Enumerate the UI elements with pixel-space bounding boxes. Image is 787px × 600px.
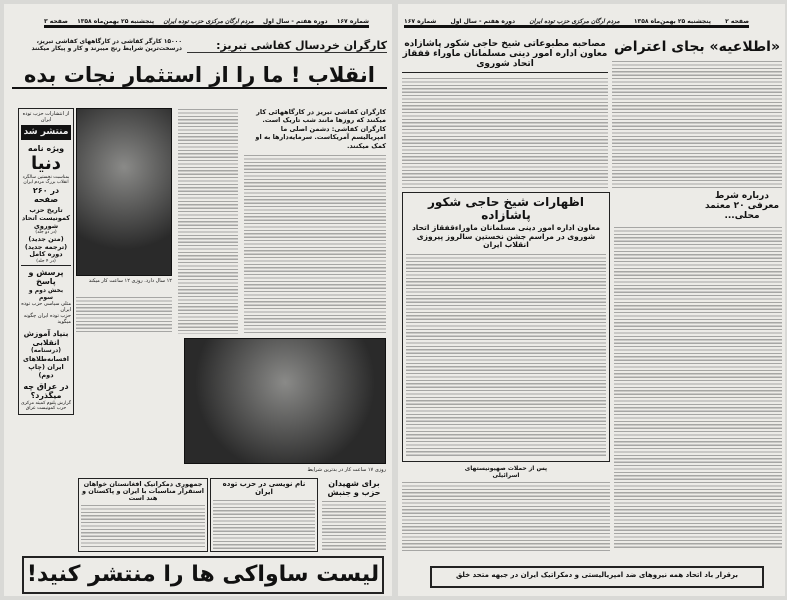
- article-membership: نام نویسی در حزب توده ایران: [210, 478, 318, 552]
- photo-caption: ۱۲ سال دارد. روزی ۱۲ ساعت کار میکند: [88, 278, 172, 284]
- bullet-item: کارگران کفاشی: دشمن اصلی ما امپریالیسم آمریکاست. سرمایه‌دارها به او کمک میکنند.: [255, 124, 386, 150]
- photo-caption: روزی ۱۷ ساعت کار در بدترین شرایط: [307, 467, 386, 473]
- page-number: صفحه ۳: [44, 18, 68, 25]
- article-zionist: پس از حملات صهیونیستهای اسرائیلی: [402, 466, 610, 552]
- body-text: [244, 154, 386, 334]
- masthead: مردم ارگان مرکزی حزب توده ایران: [163, 18, 254, 25]
- issue-number: شماره ۱۶۷: [404, 18, 437, 25]
- date: پنجشنبه ۲۵ بهمن‌ماه ۱۳۵۸: [77, 18, 155, 25]
- bullets-column: [244, 108, 386, 334]
- sidebar-ad: از انتشارات حزب توده ایران منتشر شد ویژه نامه دنیا بمناسبت نخستین سالگرد انقلاب بزرگ مردم ایران در ۲۶۰ صفحه تاریخ حزب کمونیست اتحاد شوروی (در دو جلد) (متن جدید) (ترجمه جدید) دوره کامل (در ۴ جلد) پرسش و پاسخ بخش دوم و سوم مثلی سیاسی حزب توده ایران حزب توده ایران چگونه میگوید بنیاد آموزش انقلابی (درسنامه) افسانه‌طلاهای ایران (چاپ دوم) در عراق چه میگذرد؟ گزارش پلنوم کمیته مرکزی حزب کمونیست عراق: [18, 108, 74, 415]
- period: دوره هفتم - سال اول: [450, 18, 516, 25]
- page-header: [44, 18, 369, 28]
- right-page: [398, 4, 785, 596]
- period: دوره هفتم - سال اول: [262, 18, 328, 25]
- article-statements: اظهارات شیخ حاجی شکور پاشازاده معاون اداره امور دینی مسلمانان ماوراءقفقاز اتحاد شوروی در مراسم جشن نخستین سالروز پیروزی انقلاب ایران: [402, 192, 610, 462]
- date: پنجشنبه ۲۵ بهمن‌ماه ۱۳۵۸: [633, 18, 711, 25]
- article-trustees: درباره شرط معرفی ۲۰ معتمد محلی...: [614, 192, 782, 550]
- subtitle: ۱۵۰۰۰ کارگر کفاشی در کارگاههای کفاشی تبریز، درسخت‌ترین شرایط رنج میبرند و کار و پیکار میکنند: [31, 38, 182, 52]
- bullets: [244, 108, 386, 150]
- issue-number: شماره ۱۶۷: [336, 18, 369, 25]
- banner: لیست ساواکی ها را منتشر کنید!: [22, 556, 384, 594]
- page-number: صفحه ۲: [725, 18, 749, 25]
- photo-child-worker: [76, 108, 172, 276]
- body-text: [76, 296, 172, 334]
- article-martyrs: برای شهیدان حزب و جنبش: [320, 478, 388, 552]
- body-text: [178, 108, 238, 334]
- banner: برقرار باد اتحاد همه نیروهای ضد امپریالیستی و دمکراتیک ایران در جبهه متحد خلق: [430, 566, 764, 588]
- page-header: [404, 18, 749, 28]
- photo-workshop: [184, 338, 386, 464]
- masthead: مردم ارگان مرکزی حزب توده ایران: [529, 18, 620, 25]
- left-page: [4, 4, 392, 596]
- article-notice: «اطلاعیه» بجای اعتراض: [612, 40, 782, 188]
- kicker: کارگران خردسال کفاشی تبریز:: [187, 40, 387, 53]
- headline: انقلاب ! ما را از استثمار نجات بده: [12, 64, 387, 89]
- article-interview: مصاحبه مطبوعاتی شیخ حاجی شکور پاشازاده معاون اداره امور دینی مسلمانان ماوراء قفقاز اتحاد شوروی: [402, 40, 608, 188]
- article-afghanistan: جمهوری دمکراتیک افغانستان خواهان استقرار مناسبات با ایران و پاکستان و هند است: [78, 478, 208, 552]
- bullet-item: کارگران کفاشی تبریز در کارگاههائی کار میکنند که روزها مانند شب تاریک است.: [256, 108, 386, 125]
